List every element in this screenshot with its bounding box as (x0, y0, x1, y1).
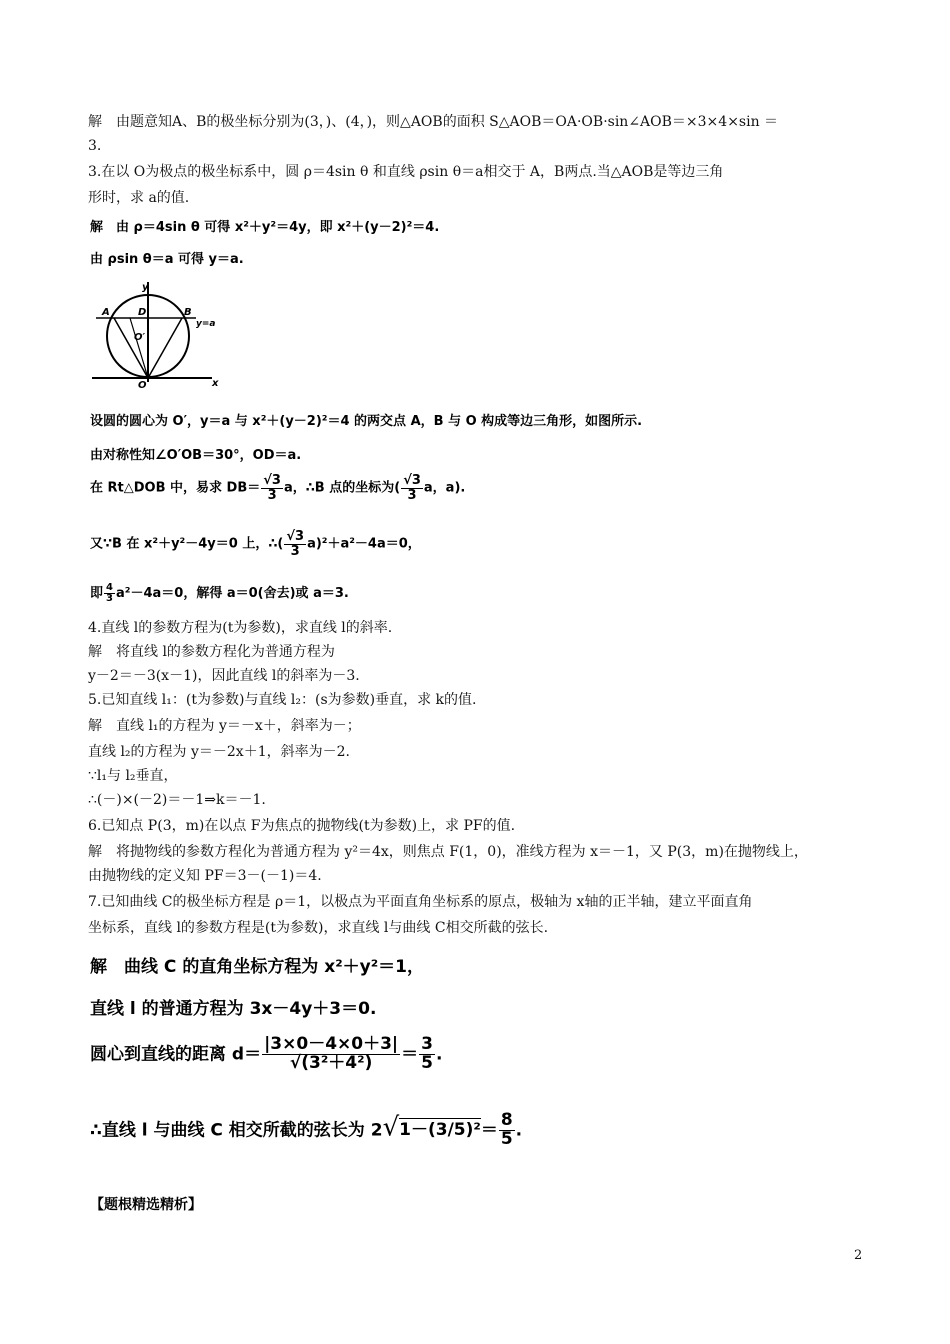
label-y: y (142, 282, 149, 293)
solution-7-line: 解 曲线 C 的直角坐标方程为 x²＋y²＝1， (90, 957, 424, 977)
label-B: B (184, 307, 192, 318)
circle-figure (88, 278, 228, 398)
text-line: 由抛物线的定义知 PF＝3－(－1)＝4. (88, 868, 322, 884)
text-line: 4.直线 l的参数方程为(t为参数)，求直线 l的斜率. (88, 620, 393, 636)
text-line: 7.已知曲线 C的极坐标方程是 ρ＝1，以极点为平面直角坐标系的原点，极轴为 x轴的正半轴，建立平面直角 (88, 894, 753, 910)
solution-3-line: 设圆的圆心为 O′，y＝a 与 x²＋(y－2)²＝4 的两交点 A，B 与 O 构成等边三角形，如图所示. (90, 414, 643, 429)
solution-3-line: 即 $\frac{4}{3}$ a²－4a＝0，解得 a＝0(舍去)或 a＝3. (90, 581, 349, 604)
text-line: 3. (88, 138, 102, 154)
text-line: 解 直线 l₁的方程为 y＝－x＋，斜率为－； (88, 718, 361, 734)
fraction: $\frac{3}{5}$ (421, 1034, 433, 1073)
segment-OA (114, 318, 148, 378)
text-line: 解 由题意知A、B的极坐标分别为(3，)、(4，)，则△AOB的面积 S△AOB＝OA·OB·sin∠AOB＝×3×4×sin ＝ (88, 114, 779, 130)
fraction: $\frac{4}{3}$ (106, 581, 113, 604)
label-A: A (102, 307, 110, 318)
text-line: y－2＝－3(x－1)，因此直线 l的斜率为－3. (88, 668, 360, 684)
solution-3-line: 解 由 ρ＝4sin θ 可得 x²＋y²＝4y，即 x²＋(y－2)²＝4. (90, 220, 440, 235)
label-O-prime: O′ (134, 332, 146, 343)
solution-3-line: 由对称性知∠O′OB＝30°，OD＝a. (90, 448, 302, 463)
text-line: 直线 l₂的方程为 y＝－2x＋1，斜率为－2. (88, 744, 350, 760)
text-line: 5.已知直线 l₁：(t为参数)与直线 l₂：(s为参数)垂直，求 k的值. (88, 692, 477, 708)
text-line: 6.已知点 P(3，m)在以点 F为焦点的抛物线(t为参数)上，求 PF的值. (88, 818, 516, 834)
text-line: ∵l₁与 l₂垂直， (88, 768, 178, 784)
text-line: 3.在以 O为极点的极坐标系中，圆 ρ＝4sin θ 和直线 ρsin θ＝a相交于 A，B两点.当△AOB是等边三角 (88, 164, 724, 180)
section-title: 【题根精选精析】 (90, 1197, 202, 1213)
radical-sign: √ (382, 1112, 400, 1143)
radicand: 1－(3/5)² (399, 1120, 481, 1141)
label-line: y=a (196, 319, 216, 329)
solution-7-line: 直线 l 的普通方程为 3x－4y＋3＝0. (90, 999, 377, 1019)
fraction: $\frac{√3}{3}$ (263, 473, 281, 503)
segment-OB (148, 318, 182, 378)
text-line: 解 将直线 l的参数方程化为普通方程为 (88, 644, 335, 660)
solution-3-line: 由 ρsin θ＝a 可得 y＝a. (90, 252, 244, 267)
text-line: 坐标系，直线 l的参数方程是(t为参数)，求直线 l与曲线 C相交所截的弦长. (88, 920, 549, 936)
text-line: ∴(－)×(－2)＝－1⇒k＝－1. (88, 792, 266, 808)
text-line: 解 将抛物线的参数方程化为普通方程为 y²＝4x，则焦点 F(1，0)，准线方程为 x＝－1，又 P(3，m)在抛物线上， (88, 844, 808, 860)
page-number: 2 (854, 1248, 863, 1263)
text-line: 形时，求 a的值. (88, 190, 190, 206)
solution-7-line: 圆心到直线的距离 d＝ $\frac{|3\times 0-4\times 0+3|}{\text{√(3²＋4²)}}$ ＝ $\frac{3}{5}$ . (90, 1034, 443, 1073)
fraction: $\frac{|3\times 0-4\times 0+3|}{\text{√(3²＋4²)}}$ (264, 1034, 399, 1073)
fraction: $\frac{√3}{3}$ (286, 529, 305, 559)
segment-O-O1 (130, 318, 148, 378)
solution-3-line: 又∵B 在 x²＋y²－4y＝0 上，∴( $\frac{√3}{3}$ a)²＋a²－4a＝0， (90, 529, 421, 559)
label-x: x (212, 378, 219, 389)
fraction: $\frac{8}{5}$ (500, 1110, 513, 1149)
label-D: D (138, 307, 147, 318)
fraction: $\frac{√3}{3}$ (403, 473, 421, 503)
solution-3-line: 在 Rt△DOB 中，易求 DB＝ $\frac{√3}{3}$ a，∴B 点的坐标为( $\frac{√3}{3}$ a，a). (90, 473, 466, 503)
solution-7-line: ∴直线 l 与曲线 C 相交所截的弦长为 2√1－(3/5)²＝ $\frac{8}{5}$ . (90, 1110, 523, 1149)
label-O: O (138, 380, 147, 391)
